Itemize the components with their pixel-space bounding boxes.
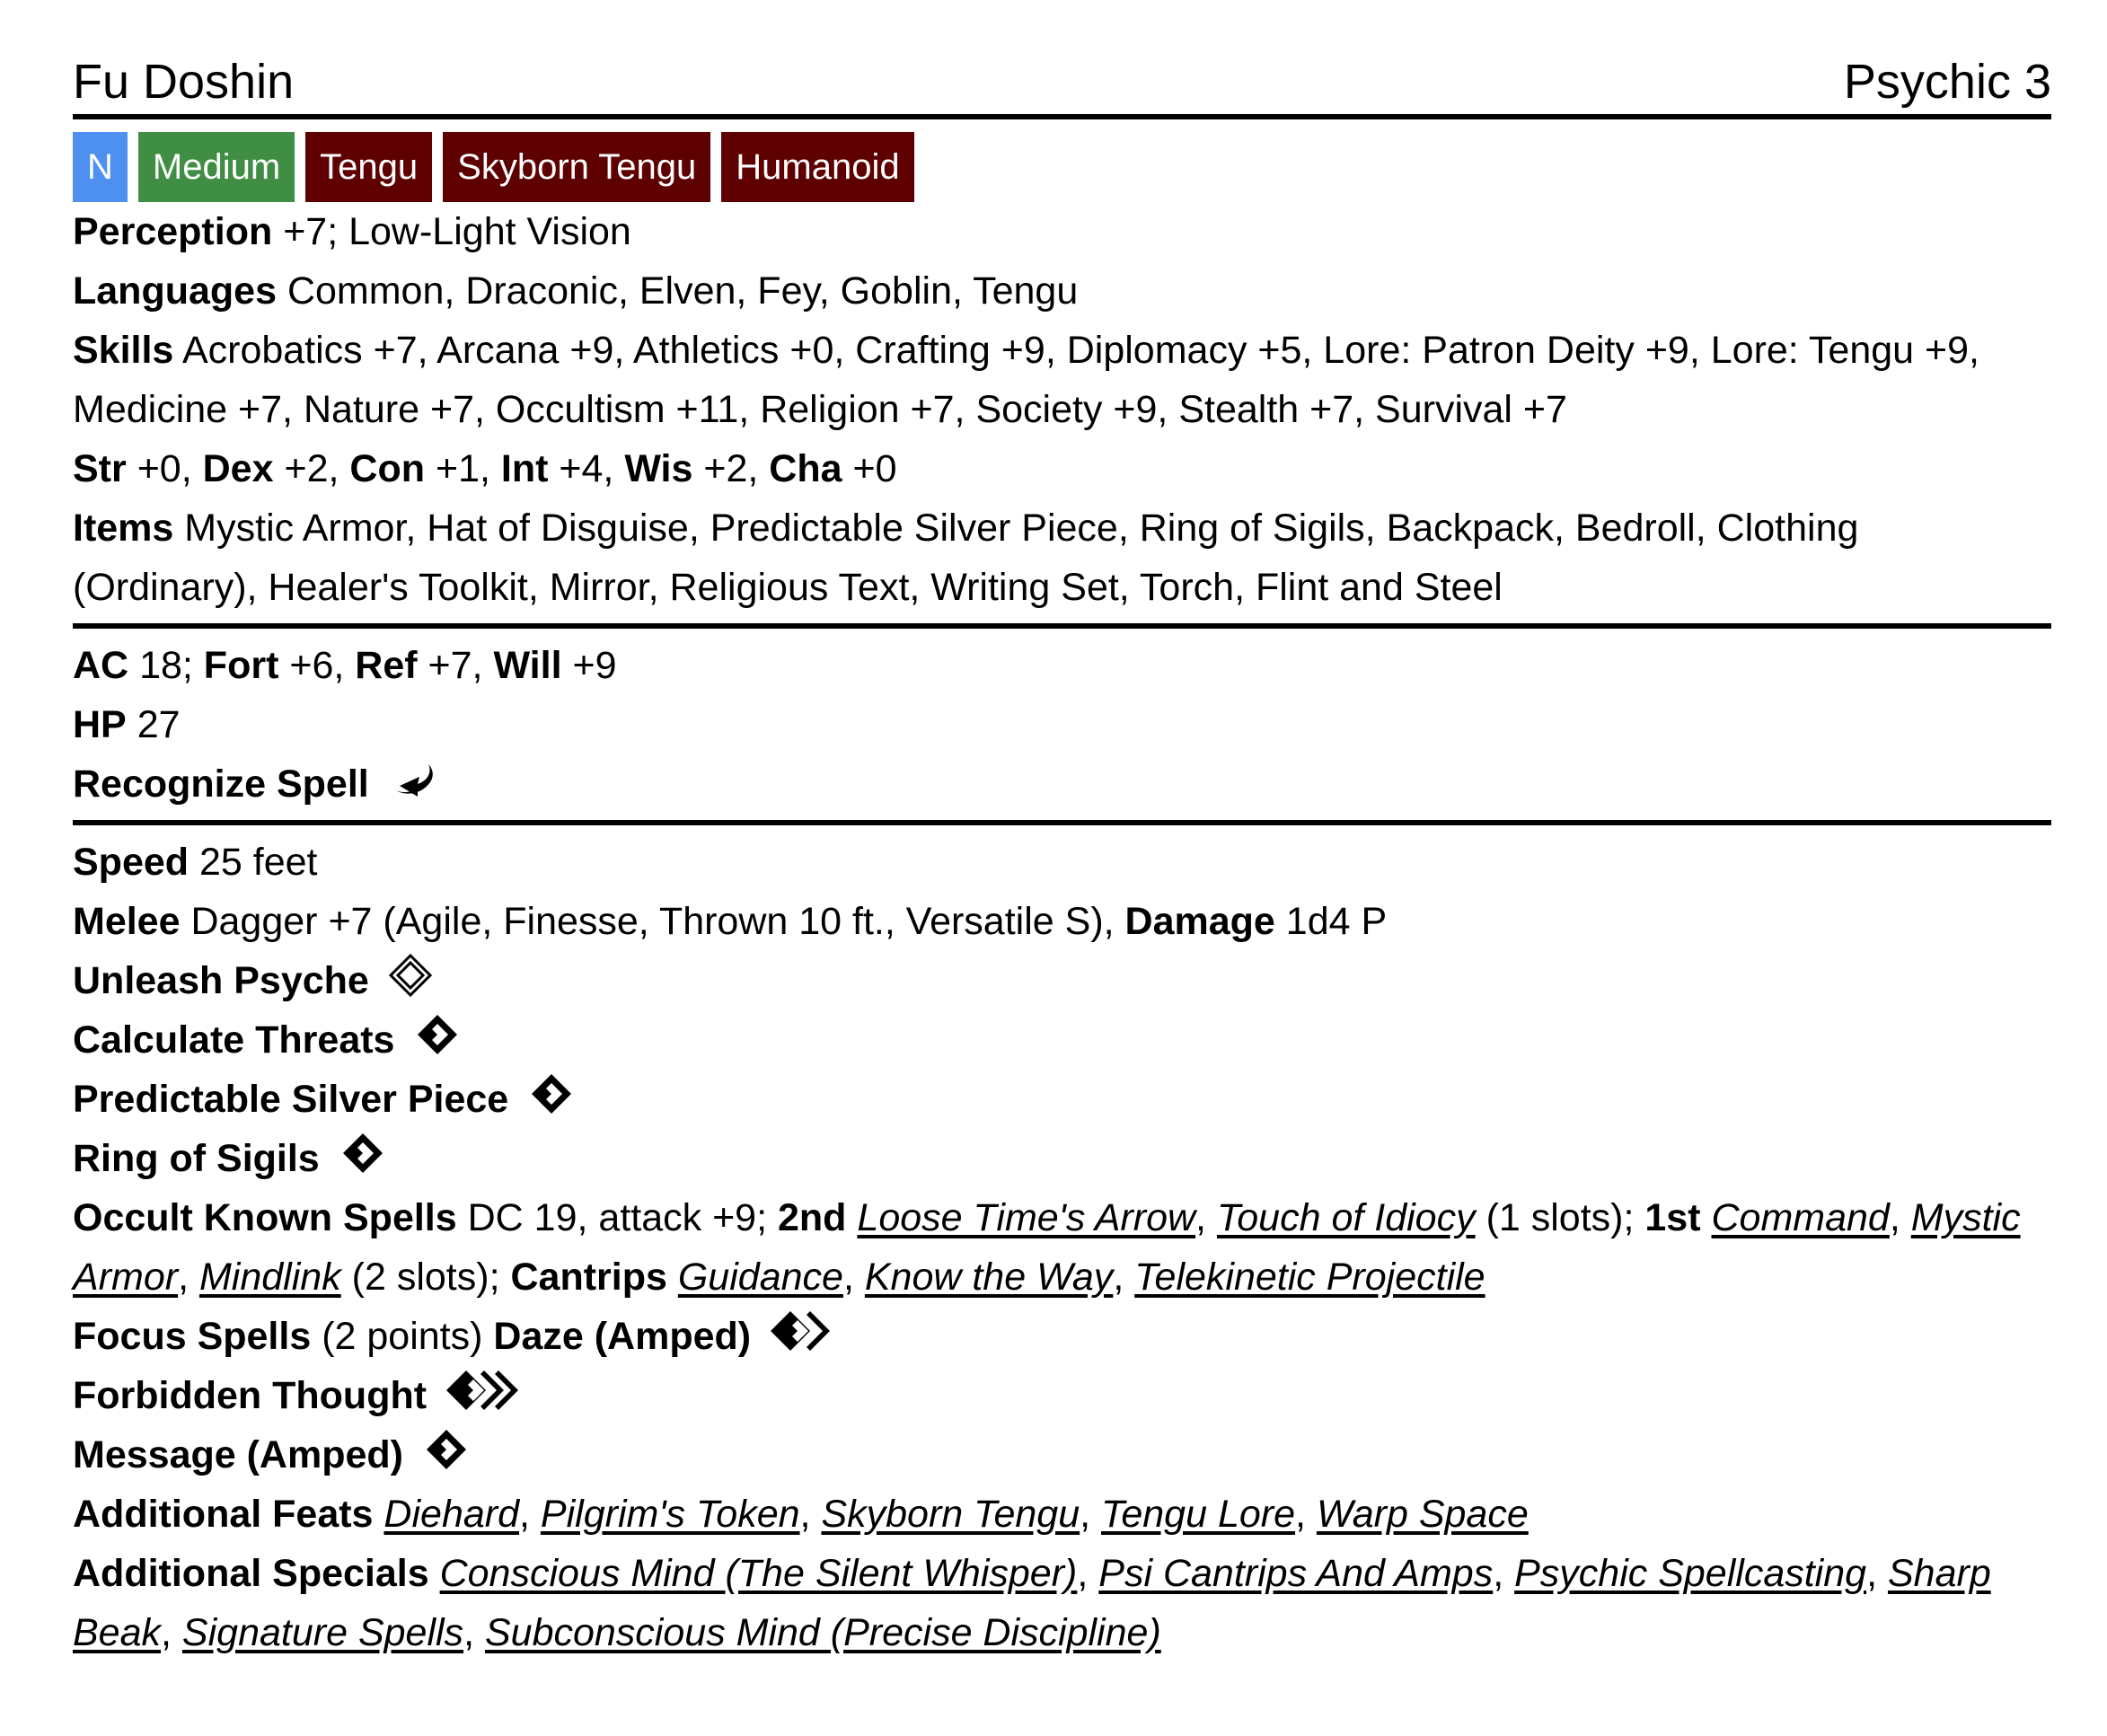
focus-spells-label: Focus Spells [73, 1315, 312, 1358]
feat-link[interactable]: Warp Space [1316, 1493, 1529, 1536]
reaction-name: Recognize Spell [73, 762, 369, 806]
spell-link[interactable]: Loose Time's Arrow [857, 1196, 1196, 1239]
focus-spell-name: Message (Amped) [73, 1433, 403, 1476]
feats-label: Additional Feats [73, 1493, 374, 1536]
trait-ancestry: Tengu [305, 132, 432, 202]
two-actions-icon [771, 1308, 833, 1354]
action-name: Unleash Psyche [73, 959, 369, 1002]
special-link[interactable]: Beak [73, 1611, 162, 1654]
action-predictable-silver-piece [73, 1070, 2051, 1129]
special-link[interactable]: Conscious Mind (The Silent Whisper) [439, 1552, 1078, 1595]
action-ring-of-sigils [73, 1129, 2051, 1188]
focus-forbidden-thought [73, 1366, 2051, 1425]
stat-block-header [73, 47, 2051, 114]
one-action-icon [414, 1011, 461, 1058]
trait-type: Humanoid [721, 132, 913, 202]
will-value: +9 [572, 644, 617, 687]
spell-link[interactable]: Telekinetic Projectile [1134, 1256, 1485, 1299]
ability-str-value: +0 [137, 447, 181, 490]
feat-link[interactable]: Diehard [383, 1493, 520, 1536]
ability-dex-value: +2 [284, 447, 329, 490]
special-link[interactable]: Subconscious Mind (Precise Discipline) [484, 1611, 1161, 1654]
hp-value: 27 [137, 703, 181, 746]
spell-rank-1-label: 1st [1644, 1196, 1701, 1239]
offense-rule [73, 820, 2051, 825]
special-link[interactable]: Sharp [1887, 1552, 1991, 1595]
reaction-icon [389, 755, 439, 802]
skills-line [73, 321, 2051, 380]
spell-link[interactable]: Guidance [677, 1256, 843, 1299]
skills-line-continued [73, 380, 2051, 439]
spell-link[interactable]: Know the Way [864, 1256, 1114, 1299]
ability-cha-label: Cha [769, 447, 842, 490]
ref-value: +7, [428, 644, 483, 687]
hp-label: HP [73, 703, 127, 746]
trait-size: Medium [138, 132, 295, 202]
damage-label: Damage [1124, 900, 1275, 943]
specials-line: Additional Specials Conscious Mind (The Silent Whisper), Psi Cantrips And Amps, Psychic Spellcasting, Sharp [73, 1552, 1991, 1595]
languages-value: Common, Draconic, Elven, Fey, Goblin, Tengu [287, 269, 1079, 313]
focus-points: (2 points) [322, 1315, 483, 1358]
ability-int-value: +4 [559, 447, 604, 490]
speed-line [73, 833, 2051, 892]
ability-con-label: Con [349, 447, 425, 490]
reaction-line [73, 754, 2051, 814]
spell-rank-1-slots: (2 slots); [351, 1256, 500, 1299]
special-link[interactable]: Signature Spells [181, 1611, 464, 1654]
free-action-icon [389, 952, 436, 999]
feat-link[interactable]: Tengu Lore [1101, 1493, 1296, 1536]
ac-label: AC [73, 644, 129, 687]
spell-link[interactable]: Mindlink [198, 1256, 341, 1299]
ability-wis-value: +2 [703, 447, 748, 490]
special-link[interactable]: Psi Cantrips And Amps [1098, 1552, 1494, 1595]
ability-con-value: +1 [435, 447, 480, 490]
languages-label: Languages [73, 269, 277, 313]
one-action-icon [339, 1130, 386, 1176]
skills-value: Acrobatics +7, Arcana +9, Athletics +0, Crafting +9, Diplomacy +5, Lore: Patron Deity +9, Lore: Tengu +9, [181, 329, 1979, 372]
specials-line-continued: Beak, Signature Spells, Subconscious Mind (Precise Discipline) [73, 1611, 1161, 1654]
action-name: Ring of Sigils [73, 1137, 320, 1180]
feat-link[interactable]: Skyborn Tengu [821, 1493, 1080, 1536]
feats-line: Additional Feats Diehard, Pilgrim's Token, Skyborn Tengu, Tengu Lore, Warp Space [73, 1493, 1529, 1536]
spell-rank-2-slots: (1 slots); [1485, 1196, 1635, 1239]
feat-link[interactable]: Pilgrim's Token [540, 1493, 800, 1536]
specials-label: Additional Specials [73, 1552, 429, 1595]
action-name: Calculate Threats [73, 1018, 395, 1062]
abilities-line: Str +0, Dex +2, Con +1, Int +4, Wis +2, Cha +0 [73, 447, 897, 490]
skills-label: Skills [73, 329, 174, 372]
focus-spells-line [73, 1307, 2051, 1366]
spell-link[interactable]: Armor [73, 1256, 179, 1299]
three-actions-icon [446, 1367, 520, 1414]
focus-message-amped [73, 1425, 2051, 1485]
languages-line [73, 261, 2051, 321]
melee-line [73, 892, 2051, 951]
ability-cha-value: +0 [852, 447, 897, 490]
spells-dc: DC 19, attack +9; [467, 1196, 768, 1239]
class-level: Psychic 3 [1843, 55, 2051, 109]
trait-alignment: N [73, 132, 128, 202]
ac-value: 18; [139, 644, 193, 687]
ability-int-label: Int [500, 447, 549, 490]
one-action-icon [528, 1071, 575, 1117]
ability-str-label: Str [73, 447, 127, 490]
items-line [73, 498, 2051, 558]
damage-value: 1d4 P [1285, 900, 1388, 943]
speed-label: Speed [73, 841, 190, 884]
perception-value: +7; Low-Light Vision [283, 210, 631, 253]
skills-value-continued: Medicine +7, Nature +7, Occultism +11, Religion +7, Society +9, Stealth +7, Survival +7 [73, 388, 1567, 431]
trait-list [73, 132, 2051, 202]
focus-spell-name: Daze (Amped) [493, 1315, 752, 1358]
one-action-icon [423, 1426, 470, 1473]
ability-wis-label: Wis [624, 447, 693, 490]
focus-spell-name: Forbidden Thought [73, 1374, 428, 1417]
items-line-continued [73, 558, 2051, 617]
items-value-continued: (Ordinary), Healer's Toolkit, Mirror, Religious Text, Writing Set, Torch, Flint and Steel [73, 566, 1503, 609]
spells-line: Occult Known Spells DC 19, attack +9; 2nd Loose Time's Arrow, Touch of Idiocy (1 slots); 1st Command, Mystic [73, 1196, 2021, 1239]
speed-value: 25 feet [199, 841, 318, 884]
creature-name: Fu Doshin [73, 55, 295, 109]
defense-rule [73, 623, 2051, 629]
action-calculate-threats [73, 1010, 2051, 1070]
items-label: Items [73, 507, 174, 550]
perception-label: Perception [73, 210, 273, 253]
spell-link[interactable]: Touch of Idiocy [1216, 1196, 1476, 1239]
cantrips-label: Cantrips [510, 1256, 667, 1299]
special-link[interactable]: Psychic Spellcasting [1514, 1552, 1867, 1595]
action-name: Predictable Silver Piece [73, 1078, 509, 1121]
ability-dex-label: Dex [202, 447, 274, 490]
action-unleash-psyche [73, 951, 2051, 1010]
hp-line [73, 695, 2051, 754]
header-rule [73, 114, 2051, 119]
defense-line [73, 636, 2051, 695]
will-label: Will [493, 644, 562, 687]
items-value: Mystic Armor, Hat of Disguise, Predictable Silver Piece, Ring of Sigils, Backpack, Bedroll, Clothing [184, 507, 1859, 550]
fort-label: Fort [203, 644, 279, 687]
perception-line [73, 202, 2051, 261]
melee-value: Dagger +7 (Agile, Finesse, Thrown 10 ft., Versatile S), [190, 900, 1115, 943]
spells-line-continued: Armor, Mindlink (2 slots); Cantrips Guidance, Know the Way, Telekinetic Projectile [73, 1256, 1485, 1299]
spell-rank-2-label: 2nd [778, 1196, 847, 1239]
trait-heritage: Skyborn Tengu [443, 132, 710, 202]
spell-link[interactable]: Mystic [1910, 1196, 2021, 1239]
melee-label: Melee [73, 900, 181, 943]
fort-value: +6, [289, 644, 345, 687]
stat-block [73, 47, 2051, 1662]
spells-label: Occult Known Spells [73, 1196, 457, 1239]
spell-link[interactable]: Command [1711, 1196, 1890, 1239]
ref-label: Ref [355, 644, 418, 687]
